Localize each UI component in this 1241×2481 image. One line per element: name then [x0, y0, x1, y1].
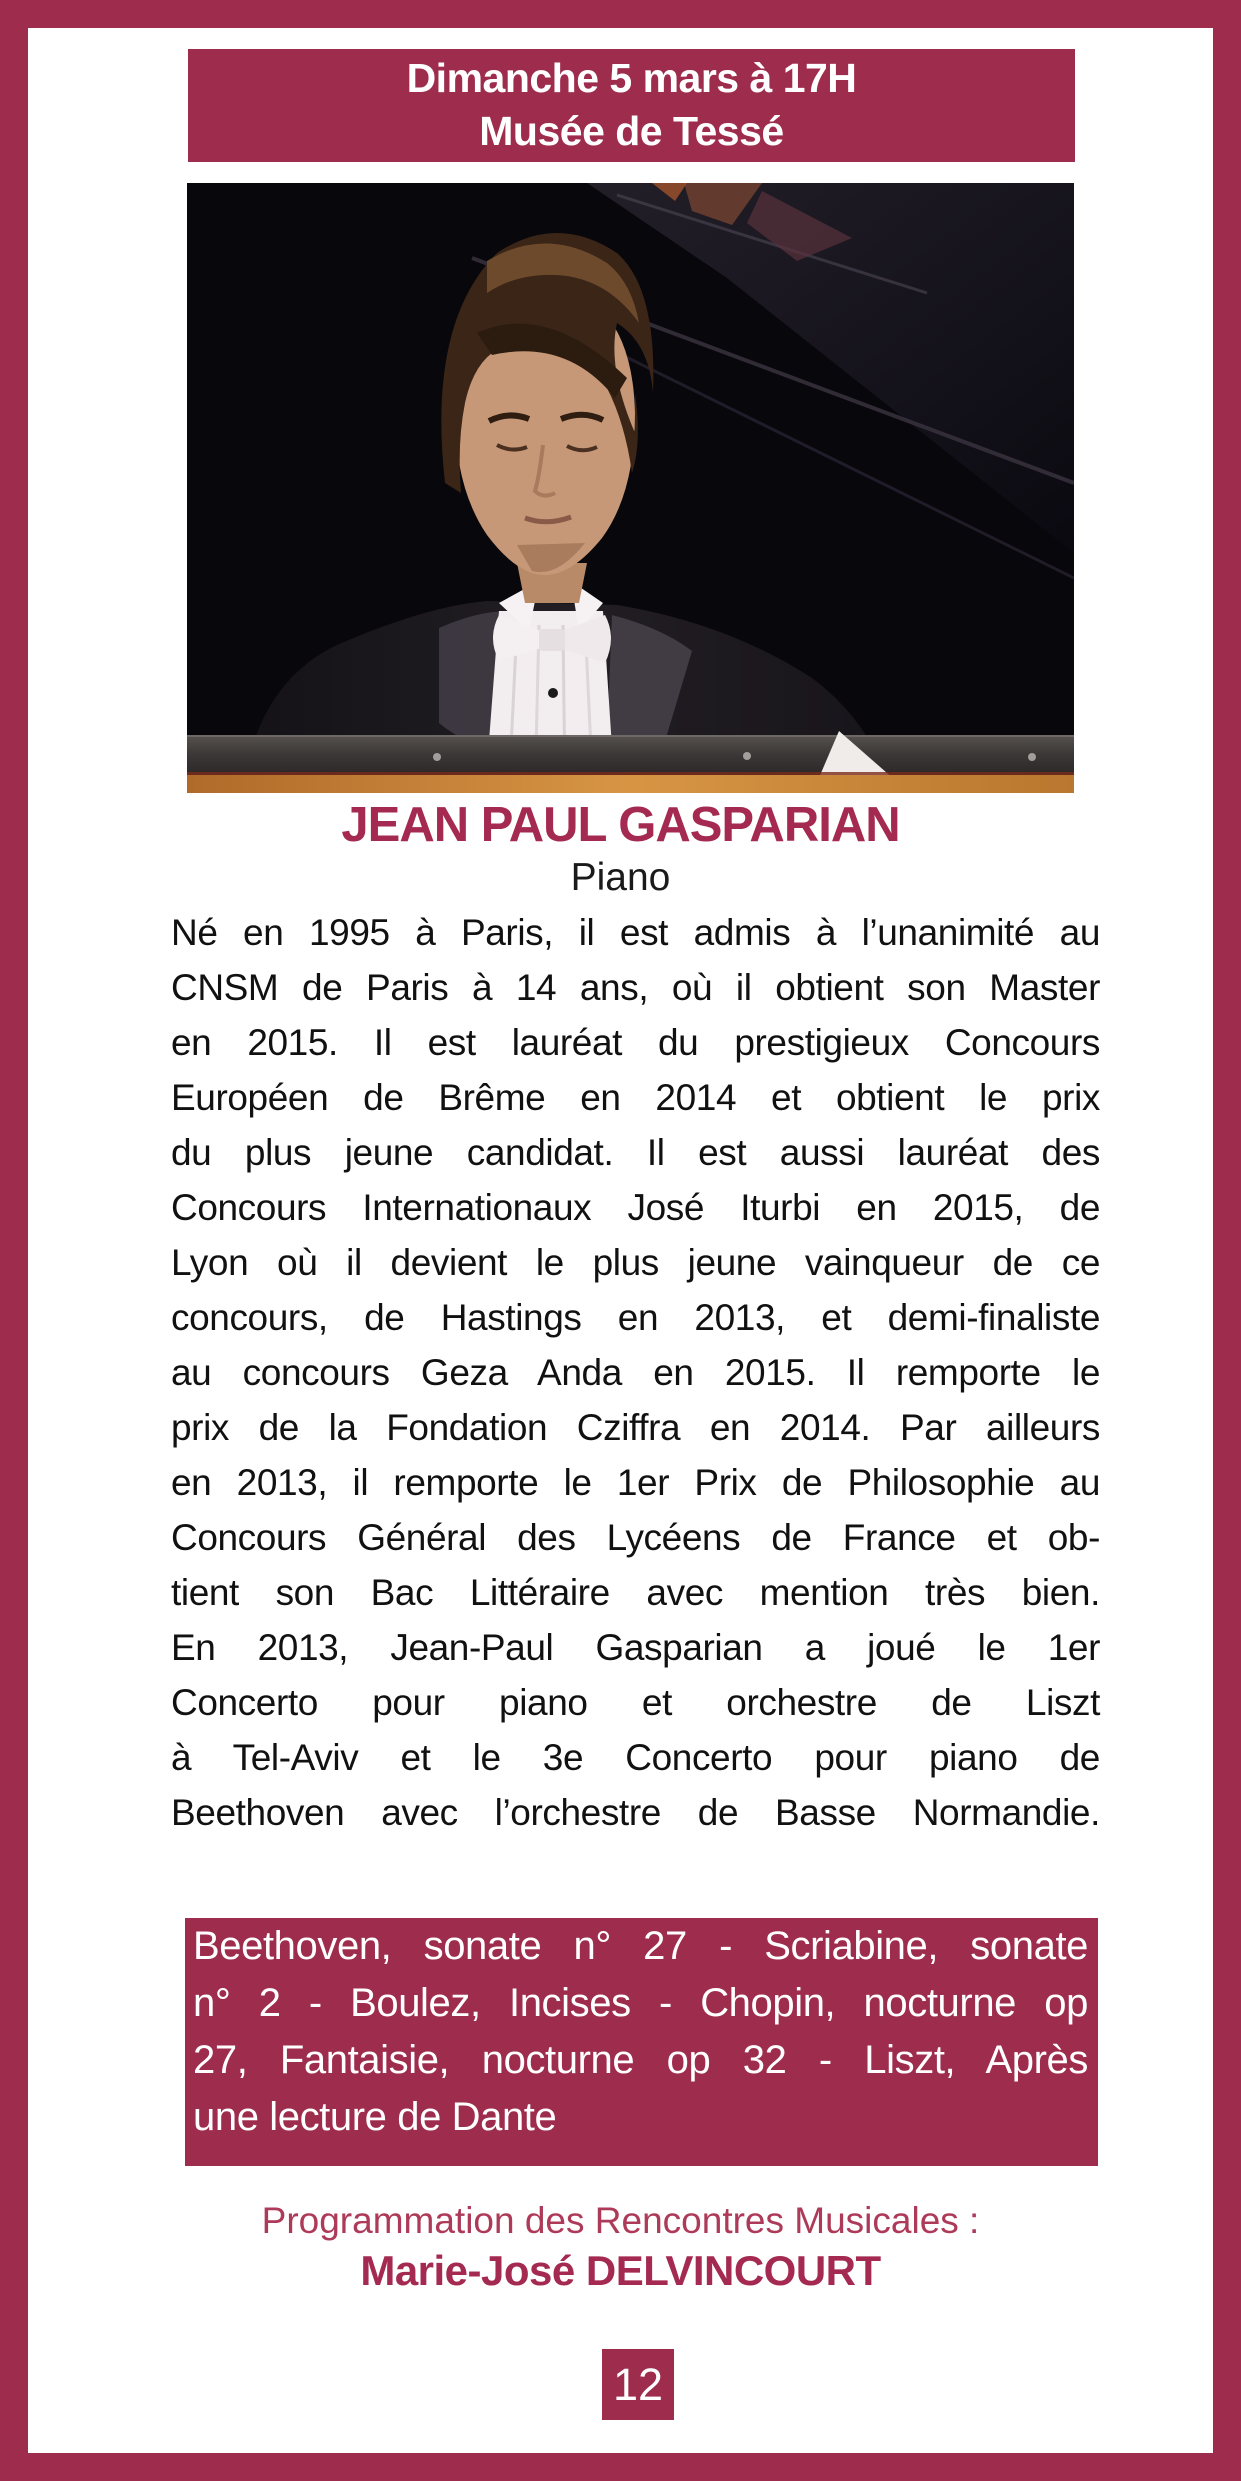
bio-line: en 2015. Il est lauréat du prestigieux Concours [171, 1022, 1100, 1063]
program-line: une lecture de Dante [193, 2095, 557, 2139]
artist-photo [187, 183, 1074, 793]
event-banner [188, 49, 1075, 162]
bio-line: Concours Internationaux José Iturbi en 2015, de [171, 1187, 1100, 1228]
programmation-label: Programmation des Rencontres Musicales : [261, 2200, 980, 2241]
bio-line: En 2013, Jean-Paul Gasparian a joué le 1er [171, 1627, 1100, 1668]
bio-line: à Tel-Aviv et le 3e Concerto pour piano de [171, 1737, 1100, 1778]
event-date: Dimanche 5 mars à 17H [406, 55, 857, 101]
program-line: n° 2 - Boulez, Incises - Chopin, nocturne op [193, 1981, 1088, 2025]
bio-line: prix de la Fondation Cziffra en 2014. Par ailleurs [171, 1407, 1100, 1448]
bio-line: CNSM de Paris à 14 ans, où il obtient son Master [171, 967, 1100, 1008]
bio-line: Concours Général des Lycéens de France et ob- [171, 1517, 1100, 1558]
artist-name: JEAN PAUL GASPARIAN [341, 798, 900, 852]
artist-instrument: Piano [570, 856, 671, 899]
event-venue: Musée de Tessé [479, 108, 784, 154]
bio-line: Concerto pour piano et orchestre de Liszt [171, 1682, 1100, 1723]
bio-line: du plus jeune candidat. Il est aussi lauréat des [171, 1132, 1100, 1173]
concert-program-block [185, 1918, 1098, 2166]
programmation-name: Marie-José DELVINCOURT [360, 2247, 881, 2294]
program-line: 27, Fantaisie, nocturne op 32 - Liszt, Après [193, 2038, 1088, 2082]
bio-line: au concours Geza Anda en 2015. Il remporte le [171, 1352, 1100, 1393]
bio-line: Beethoven avec l’orchestre de Basse Normandie. [171, 1792, 1100, 1833]
bio-line: Né en 1995 à Paris, il est admis à l’unanimité au [171, 912, 1100, 953]
bio-line: tient son Bac Littéraire avec mention très bien. [171, 1572, 1100, 1613]
bio-line: en 2013, il remporte le 1er Prix de Philosophie au [171, 1462, 1100, 1503]
bio-line: Lyon où il devient le plus jeune vainqueur de ce [171, 1242, 1100, 1283]
pianist-illustration [187, 183, 1074, 793]
bio-line: Européen de Brême en 2014 et obtient le prix [171, 1077, 1100, 1118]
artist-biography [171, 912, 1100, 1847]
bio-line: concours, de Hastings en 2013, et demi-finaliste [171, 1297, 1100, 1338]
program-line: Beethoven, sonate n° 27 - Scriabine, sonate [193, 1924, 1088, 1968]
page-number-badge: 12 [602, 2349, 674, 2420]
